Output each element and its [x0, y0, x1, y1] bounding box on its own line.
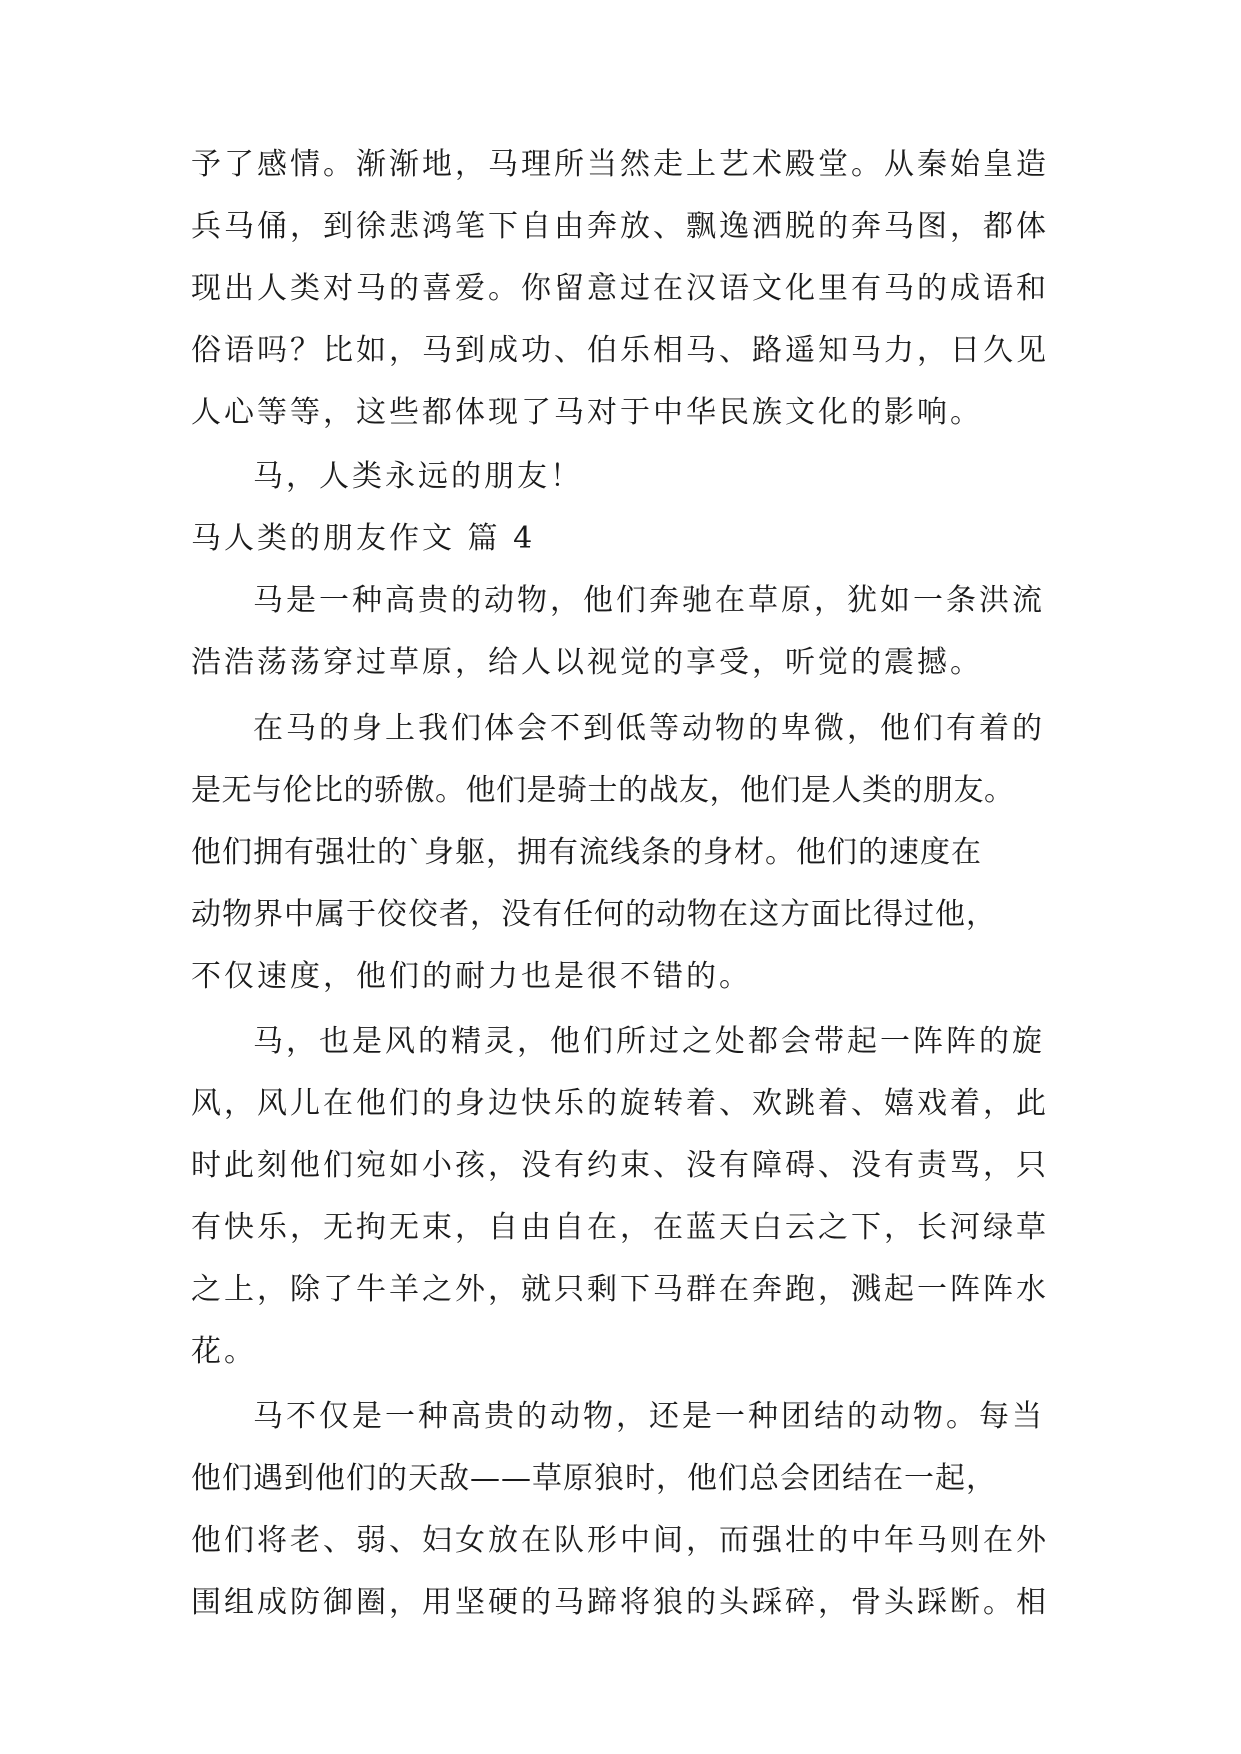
text-line: 予了感情。渐渐地，马理所当然走上艺术殿堂。从秦始皇造	[191, 147, 1049, 182]
paragraph-line: 在马的身上我们体会不到低等动物的卑微，他们有着的	[253, 711, 1045, 746]
paragraph-line: 马，人类永远的朋友！	[253, 459, 583, 494]
text-line: 有快乐，无拘无束，自由自在，在蓝天白云之下，长河绿草	[191, 1210, 1049, 1245]
text-line: 人心等等，这些都体现了马对于中华民族文化的影响。	[191, 395, 983, 430]
text-line: 是无与伦比的骄傲。他们是骑士的战友，他们是人类的朋友。	[191, 773, 1015, 808]
text-line: 时此刻他们宛如小孩，没有约束、没有障碍、没有责骂，只	[191, 1148, 1049, 1183]
text-line: 动物界中属于佼佼者，没有任何的动物在这方面比得过他，	[191, 897, 997, 932]
text-line: 他们遇到他们的天敌——草原狼时，他们总会团结在一起，	[191, 1461, 997, 1496]
text-line: 浩浩荡荡穿过草原，给人以视觉的享受，听觉的震撼。	[191, 645, 983, 680]
paragraph-line: 马不仅是一种高贵的动物，还是一种团结的动物。每当	[253, 1399, 1045, 1434]
text-line: 风，风儿在他们的身边快乐的旋转着、欢跳着、嬉戏着，此	[191, 1086, 1049, 1121]
paragraph-line: 马，也是风的精灵，他们所过之处都会带起一阵阵的旋	[253, 1024, 1045, 1059]
text-line: 俗语吗？比如，马到成功、伯乐相马、路遥知马力，日久见	[191, 333, 1049, 368]
text-line: 围组成防御圈，用坚硬的马蹄将狼的头踩碎，骨头踩断。相	[191, 1585, 1049, 1620]
paragraph-line: 马是一种高贵的动物，他们奔驰在草原，犹如一条洪流	[253, 583, 1045, 618]
section-heading: 马人类的朋友作文 篇 4	[191, 521, 536, 556]
text-line: 现出人类对马的喜爱。你留意过在汉语文化里有马的成语和	[191, 271, 1049, 306]
text-line: 兵马俑，到徐悲鸿笔下自由奔放、飘逸洒脱的奔马图，都体	[191, 209, 1049, 244]
text-line: 不仅速度，他们的耐力也是很不错的。	[191, 959, 752, 994]
text-line: 花。	[191, 1334, 257, 1369]
text-line: 他们拥有强壮的`身躯，拥有流线条的身材。他们的速度在	[191, 835, 982, 870]
text-line: 他们将老、弱、妇女放在队形中间，而强壮的中年马则在外	[191, 1523, 1049, 1558]
text-line: 之上，除了牛羊之外，就只剩下马群在奔跑，溅起一阵阵水	[191, 1272, 1049, 1307]
